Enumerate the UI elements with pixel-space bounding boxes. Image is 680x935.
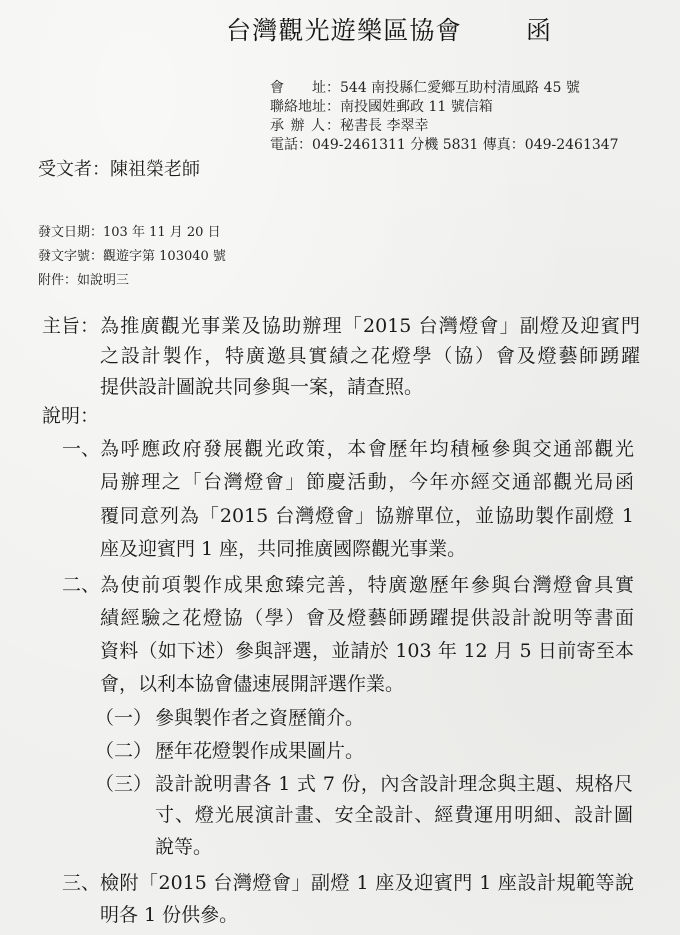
document-number-label: 發文字號：	[38, 249, 104, 264]
subitem-marker: （三）	[95, 773, 153, 795]
explanation-label: 說明：	[42, 405, 100, 427]
sender-address-row	[270, 79, 580, 98]
organization-name: 台灣觀光遊樂區協會	[226, 16, 462, 45]
item-line: 明各 1 份供參。	[100, 904, 239, 926]
contact-address-value: 南投國姓郵政 11 號信箱	[340, 99, 493, 115]
item-line: 績經驗之花燈協（學）會及燈藝師踴躍提供設計說明等書面	[100, 607, 634, 629]
subitem-line: 歷年花燈製作成果圖片。	[155, 740, 365, 762]
item-line: 為使前項製作成果愈臻完善，特廣邀歷年參與台灣燈會具實	[100, 574, 634, 596]
document-number	[38, 249, 226, 265]
item-line: 覆同意列為「2015 台灣燈會」協辦單位，並協助製作副燈 1	[100, 505, 634, 527]
attachment-label: 附件：	[38, 273, 78, 288]
subitem-line: 設計說明書各 1 式 7 份，內含設計理念與主題、規格尺	[155, 773, 633, 795]
item-line: 座及迎賓門 1 座，共同推廣國際觀光事業。	[100, 538, 467, 560]
subject-label: 主旨：	[42, 315, 100, 337]
contact-address-label: 聯絡地址：	[270, 99, 340, 115]
item-line: 檢附「2015 台灣燈會」副燈 1 座及迎賓門 1 座設計規範等說	[100, 872, 634, 894]
item-marker: 一、	[62, 438, 101, 460]
attachment-value: 如說明三	[77, 273, 130, 288]
item-line: 局辦理之「台灣燈會」節慶活動，今年亦經交通部觀光局函	[100, 471, 634, 493]
handler-row	[270, 117, 428, 136]
item-marker: 二、	[62, 574, 101, 596]
subitem-marker: （二）	[95, 740, 153, 762]
document-type: 函	[526, 16, 553, 45]
issue-date-value: 103 年 11 月 20 日	[103, 225, 221, 240]
subject-line: 提供設計圖說共同參與一案，請查照。	[100, 376, 424, 398]
document-number-value: 觀遊字第 103040 號	[103, 249, 226, 264]
phone-fax-value: 049-2461311 分機 5831 傳真：049-2461347	[312, 137, 619, 153]
subitem-line: 寸、燈光展演計畫、安全設計、經費運用明細、設計圖	[155, 804, 633, 826]
recipient	[38, 159, 200, 181]
item-line: 資料（如下述）參與評選，並請於 103 年 12 月 5 日前寄至本	[100, 640, 634, 662]
contact-address-row	[270, 98, 493, 117]
item-line: 為呼應政府發展觀光政策，本會歷年均積極參與交通部觀光	[100, 438, 634, 460]
sender-address-label: 會 址：	[270, 80, 340, 96]
subject-line: 為推廣觀光事業及協助辦理「2015 台灣燈會」副燈及迎賓門	[100, 315, 640, 337]
recipient-name: 陳祖榮老師	[110, 159, 200, 180]
issue-date	[38, 225, 221, 241]
item-marker: 三、	[62, 872, 101, 894]
subitem-marker: （一）	[95, 707, 153, 729]
item-line: 會，以利本協會儘速展開評選作業。	[100, 673, 405, 695]
handler-label: 承 辦 人：	[270, 118, 340, 134]
sender-address-value: 544 南投縣仁愛鄉互助村清風路 45 號	[340, 80, 580, 96]
subitem-line: 參與製作者之資歷簡介。	[155, 707, 365, 729]
phone-fax-row	[270, 136, 619, 155]
subitem-line: 說等。	[155, 836, 213, 858]
subject-line: 之設計製作，特廣邀具實績之花燈學（協）會及燈藝師踴躍	[100, 345, 640, 367]
handler-value: 秘書長 李翠幸	[340, 118, 429, 134]
attachment	[38, 273, 129, 289]
recipient-label: 受文者：	[38, 159, 110, 180]
phone-label: 電話：	[270, 137, 312, 153]
issue-date-label: 發文日期：	[38, 225, 104, 240]
